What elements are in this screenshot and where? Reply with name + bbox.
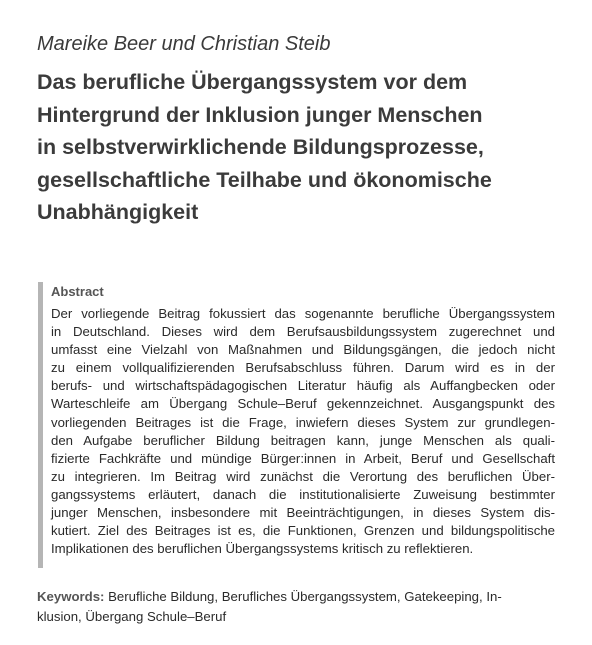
title-line: Hintergrund der Inklusion junger Menschen (37, 102, 483, 127)
paper-title (37, 66, 582, 229)
abstract-line: zu einem vollqualifizierenden Berufsabschluss führen. Darum wird es in der (51, 360, 555, 376)
abstract-line: Der vorliegende Beitrag fokussiert das sogenannte berufliche Übergangssystem (51, 306, 555, 321)
title-line: in selbstverwirklichende Bildungsprozesse, (37, 135, 484, 159)
abstract-line: den Aufgabe beruflicher Bildung beitragen kann, junge Menschen als quali- (51, 432, 555, 448)
title-line: Unabhängigkeit (37, 200, 199, 224)
abstract-text (51, 305, 555, 558)
abstract-section (38, 282, 556, 568)
keywords-line (37, 587, 547, 607)
keywords-text: Berufliche Bildung, Berufliches Übergangssystem, Gatekeeping, In- (108, 589, 502, 604)
abstract-line: in Deutschland. Dieses wird dem Berufsausbildungssystem zugerechnet und (51, 324, 555, 340)
abstract-line: zu integrieren. Im Beitrag wird zunächst die Verortung des beruflichen Über- (51, 468, 555, 484)
title-line: gesellschaftliche Teilhabe und ökonomische (37, 167, 492, 192)
abstract-side-bar (38, 282, 43, 568)
abstract-line: Implikationen des beruflichen Übergangssystems kritisch zu reflektieren. (51, 541, 474, 557)
abstract-line: berufs- und wirtschaftspädagogischen Literatur häufig als Auffangbecken oder (51, 378, 555, 394)
keywords-label: Keywords: (37, 589, 105, 604)
keywords-section (37, 587, 547, 626)
abstract-line: Warteschleife am Übergang Schule–Beruf gekennzeichnet. Ausgangspunkt des (51, 396, 555, 412)
abstract-line: gangssystems erläutert, danach die institutionalisierte Zuweisung bestimmter (51, 486, 555, 502)
abstract-heading: Abstract (51, 284, 104, 299)
title-line: Das berufliche Übergangssystem vor dem (37, 70, 468, 94)
abstract-line: fizierte Fachkräfte und mündige Bürger:innen in Arbeit, Beruf und Gesellschaft (51, 450, 555, 466)
authors: Mareike Beer und Christian Steib (37, 33, 331, 55)
abstract-line: junger Menschen, insbesondere mit Beeinträchtigungen, in dieses System dis- (51, 505, 555, 521)
abstract-line: vorliegenden Beitrages ist die Frage, inwiefern dieses System zur grundlegen- (51, 414, 555, 430)
abstract-line: kutiert. Ziel des Beitrages ist es, die Funktionen, Grenzen und bildungspolitische (51, 523, 555, 539)
keywords-line: klusion, Übergang Schule–Beruf (37, 608, 227, 624)
abstract-line: umfasst eine Vielzahl von Maßnahmen und Bildungsgängen, die jedoch nicht (51, 342, 555, 358)
